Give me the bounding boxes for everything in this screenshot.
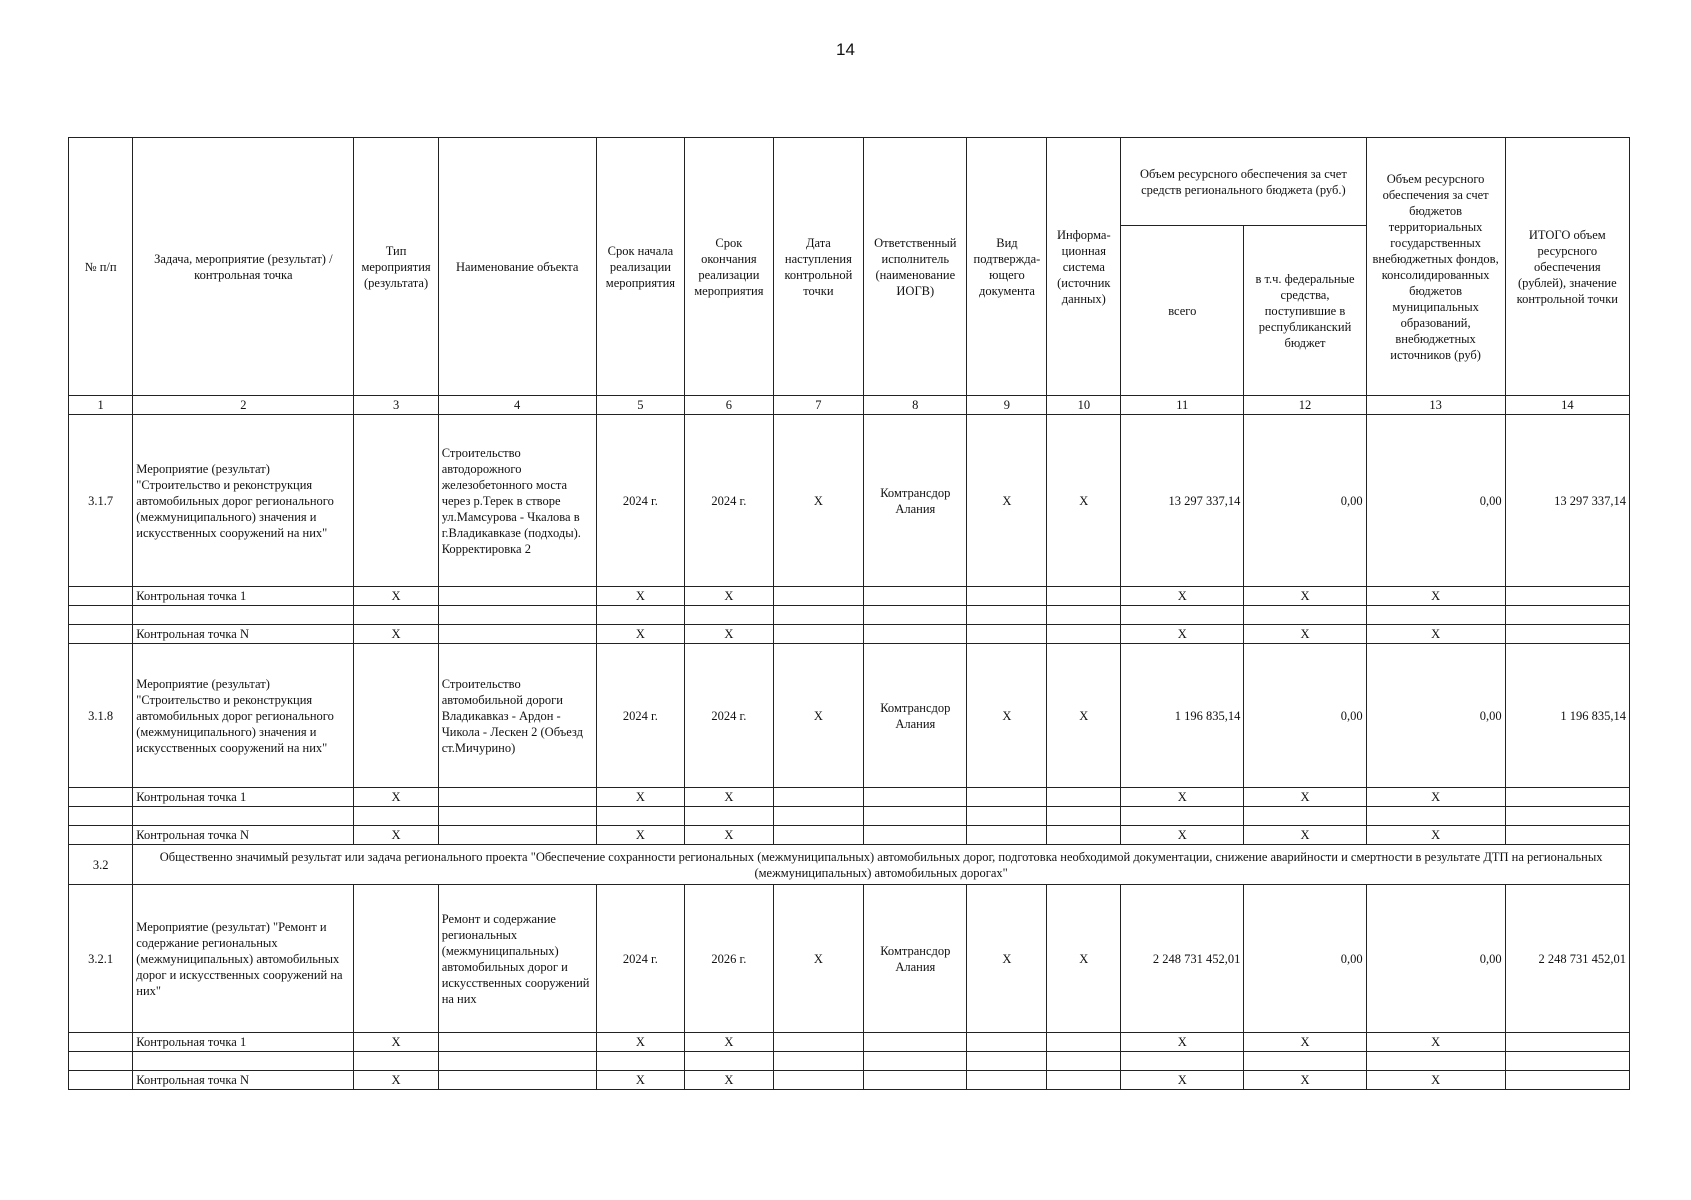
column-number-row: [69, 396, 1630, 415]
col-number: 2: [133, 396, 354, 415]
header-end: Срок окончания реализации мероприятия: [685, 138, 773, 396]
checkpoint-row: [69, 1071, 1630, 1090]
row-total: 2 248 731 452,01: [1121, 885, 1244, 1033]
row-object: Строительство автомобильной дороги Владикавказ - Ардон - Чикола - Лескен 2 (Объезд ст.Мичурино): [438, 644, 596, 788]
header-start: Срок начала реализации мероприятия: [596, 138, 684, 396]
header-federal: в т.ч. федеральные средства, поступившие в республиканский бюджет: [1244, 226, 1366, 396]
row-total: 13 297 337,14: [1121, 415, 1244, 587]
checkpoint-mark: X: [1121, 788, 1244, 807]
checkpoint-label: Контрольная точка N: [133, 625, 354, 644]
row-start: 2024 г.: [596, 644, 684, 788]
checkpoint-mark: X: [354, 1033, 438, 1052]
checkpoint-mark: X: [685, 788, 773, 807]
checkpoint-mark: X: [354, 826, 438, 845]
row-date: X: [773, 415, 864, 587]
col-number: 7: [773, 396, 864, 415]
checkpoint-mark: X: [596, 1071, 684, 1090]
checkpoint-mark: X: [354, 1071, 438, 1090]
header-itogo: ИТОГО объем ресурсного обеспечения (рублей), значение контрольной точки: [1505, 138, 1629, 396]
checkpoint-mark: X: [596, 788, 684, 807]
col-number: 9: [967, 396, 1047, 415]
row-date: X: [773, 644, 864, 788]
checkpoint-label: Контрольная точка N: [133, 826, 354, 845]
row-federal: 0,00: [1244, 885, 1366, 1033]
checkpoint-mark: X: [1121, 1071, 1244, 1090]
checkpoint-mark: X: [685, 826, 773, 845]
header-executor: Ответственный исполнитель (наименование ИОГВ): [864, 138, 967, 396]
checkpoint-mark: X: [354, 587, 438, 606]
col-number: 13: [1366, 396, 1505, 415]
row-itogo: 1 196 835,14: [1505, 644, 1629, 788]
row-type: [354, 415, 438, 587]
row-task: Мероприятие (результат) "Строительство и реконструкция автомобильных дорог регионального (межмуниципального) значения и искусственных сооружений на них": [133, 644, 354, 788]
checkpoint-mark: X: [685, 1033, 773, 1052]
checkpoint-mark: X: [1366, 1033, 1505, 1052]
row-type: [354, 885, 438, 1033]
header-num: № п/п: [69, 138, 133, 396]
row-doc: X: [967, 415, 1047, 587]
row-object: Строительство автодорожного железобетонного моста через р.Терек в створе ул.Мамсурова - Чкалова в г.Владикавказе (подходы). Корректировка 2: [438, 415, 596, 587]
checkpoint-mark: X: [1244, 826, 1366, 845]
header-object: Наименование объекта: [438, 138, 596, 396]
section-row: [69, 845, 1630, 885]
col-number: 11: [1121, 396, 1244, 415]
checkpoint-row: [69, 625, 1630, 644]
col-number: 6: [685, 396, 773, 415]
row-task: Мероприятие (результат) "Ремонт и содержание региональных (межмуниципальных) автомобильных дорог и искусственных сооружений на них": [133, 885, 354, 1033]
checkpoint-mark: X: [1366, 1071, 1505, 1090]
section-title: Общественно значимый результат или задача регионального проекта "Обеспечение сохранности региональных (межмуниципальных) автомобильных дорог, подготовка необходимой документации, снижение аварийности и смертности в результате ДТП на региональных (межмуниципальных) автомобильных дорогах": [133, 845, 1630, 885]
checkpoint-mark: X: [1121, 625, 1244, 644]
empty-row: [69, 606, 1630, 625]
checkpoint-mark: X: [1366, 788, 1505, 807]
row-start: 2024 г.: [596, 885, 684, 1033]
row-num: 3.2.1: [69, 885, 133, 1033]
row-itogo: 13 297 337,14: [1505, 415, 1629, 587]
table-row: [69, 885, 1630, 1033]
checkpoint-mark: X: [596, 1033, 684, 1052]
checkpoint-mark: X: [1366, 625, 1505, 644]
row-other: 0,00: [1366, 885, 1505, 1033]
checkpoint-mark: X: [1121, 587, 1244, 606]
checkpoint-mark: X: [1244, 788, 1366, 807]
row-info: X: [1047, 885, 1121, 1033]
row-end: 2024 г.: [685, 644, 773, 788]
row-doc: X: [967, 644, 1047, 788]
header-total: всего: [1121, 226, 1244, 396]
row-type: [354, 644, 438, 788]
header-info-system: Информа-ционная система (источник данных): [1047, 138, 1121, 396]
checkpoint-mark: X: [596, 625, 684, 644]
row-end: 2024 г.: [685, 415, 773, 587]
header-regional-budget: Объем ресурсного обеспечения за счет средств регионального бюджета (руб.): [1121, 138, 1366, 226]
checkpoint-mark: X: [1244, 587, 1366, 606]
header-other-funds: Объем ресурсного обеспечения за счет бюджетов территориальных государственных внебюджетных фондов, консолидированных бюджетов муниципальных образований, внебюджетных источников (руб): [1366, 138, 1505, 396]
checkpoint-mark: X: [596, 826, 684, 845]
checkpoint-label: Контрольная точка 1: [133, 1033, 354, 1052]
empty-row: [69, 807, 1630, 826]
row-federal: 0,00: [1244, 644, 1366, 788]
col-number: 1: [69, 396, 133, 415]
row-end: 2026 г.: [685, 885, 773, 1033]
table-row: [69, 415, 1630, 587]
checkpoint-mark: X: [1244, 625, 1366, 644]
col-number: 8: [864, 396, 967, 415]
header-doc-type: Вид подтвержда-ющего документа: [967, 138, 1047, 396]
row-federal: 0,00: [1244, 415, 1366, 587]
row-info: X: [1047, 415, 1121, 587]
table-row: [69, 644, 1630, 788]
row-other: 0,00: [1366, 644, 1505, 788]
col-number: 14: [1505, 396, 1629, 415]
col-number: 5: [596, 396, 684, 415]
checkpoint-mark: X: [1366, 826, 1505, 845]
row-object: Ремонт и содержание региональных (межмуниципальных) автомобильных дорог и искусственных сооружений на них: [438, 885, 596, 1033]
checkpoint-mark: X: [685, 587, 773, 606]
row-info: X: [1047, 644, 1121, 788]
checkpoint-label: Контрольная точка 1: [133, 788, 354, 807]
checkpoint-row: [69, 826, 1630, 845]
checkpoint-mark: X: [685, 1071, 773, 1090]
row-date: X: [773, 885, 864, 1033]
checkpoint-mark: X: [1244, 1033, 1366, 1052]
header-task: Задача, мероприятие (результат) / контрольная точка: [133, 138, 354, 396]
row-num: 3.1.8: [69, 644, 133, 788]
checkpoint-row: [69, 788, 1630, 807]
checkpoint-label: Контрольная точка 1: [133, 587, 354, 606]
col-number: 3: [354, 396, 438, 415]
checkpoint-mark: X: [1366, 587, 1505, 606]
row-other: 0,00: [1366, 415, 1505, 587]
header-type: Тип мероприятия (результата): [354, 138, 438, 396]
checkpoint-mark: X: [685, 625, 773, 644]
row-num: 3.1.7: [69, 415, 133, 587]
checkpoint-row: [69, 1033, 1630, 1052]
checkpoint-row: [69, 587, 1630, 606]
row-task: Мероприятие (результат) "Строительство и реконструкция автомобильных дорог регионального (межмуниципального) значения и искусственных сооружений на них": [133, 415, 354, 587]
checkpoint-label: Контрольная точка N: [133, 1071, 354, 1090]
checkpoint-mark: X: [354, 625, 438, 644]
row-start: 2024 г.: [596, 415, 684, 587]
checkpoint-mark: X: [596, 587, 684, 606]
header-checkpoint-date: Дата наступления контрольной точки: [773, 138, 864, 396]
row-executor: Комтрансдор Алания: [864, 644, 967, 788]
resource-table: [68, 137, 1630, 1090]
empty-row: [69, 1052, 1630, 1071]
checkpoint-mark: X: [1244, 1071, 1366, 1090]
checkpoint-mark: X: [354, 788, 438, 807]
checkpoint-mark: X: [1121, 1033, 1244, 1052]
row-executor: Комтрансдор Алания: [864, 885, 967, 1033]
page-number: 14: [836, 40, 855, 59]
row-itogo: 2 248 731 452,01: [1505, 885, 1629, 1033]
col-number: 10: [1047, 396, 1121, 415]
checkpoint-mark: X: [1121, 826, 1244, 845]
col-number: 4: [438, 396, 596, 415]
row-executor: Комтрансдор Алания: [864, 415, 967, 587]
row-total: 1 196 835,14: [1121, 644, 1244, 788]
row-doc: X: [967, 885, 1047, 1033]
col-number: 12: [1244, 396, 1366, 415]
section-num: 3.2: [69, 845, 133, 885]
